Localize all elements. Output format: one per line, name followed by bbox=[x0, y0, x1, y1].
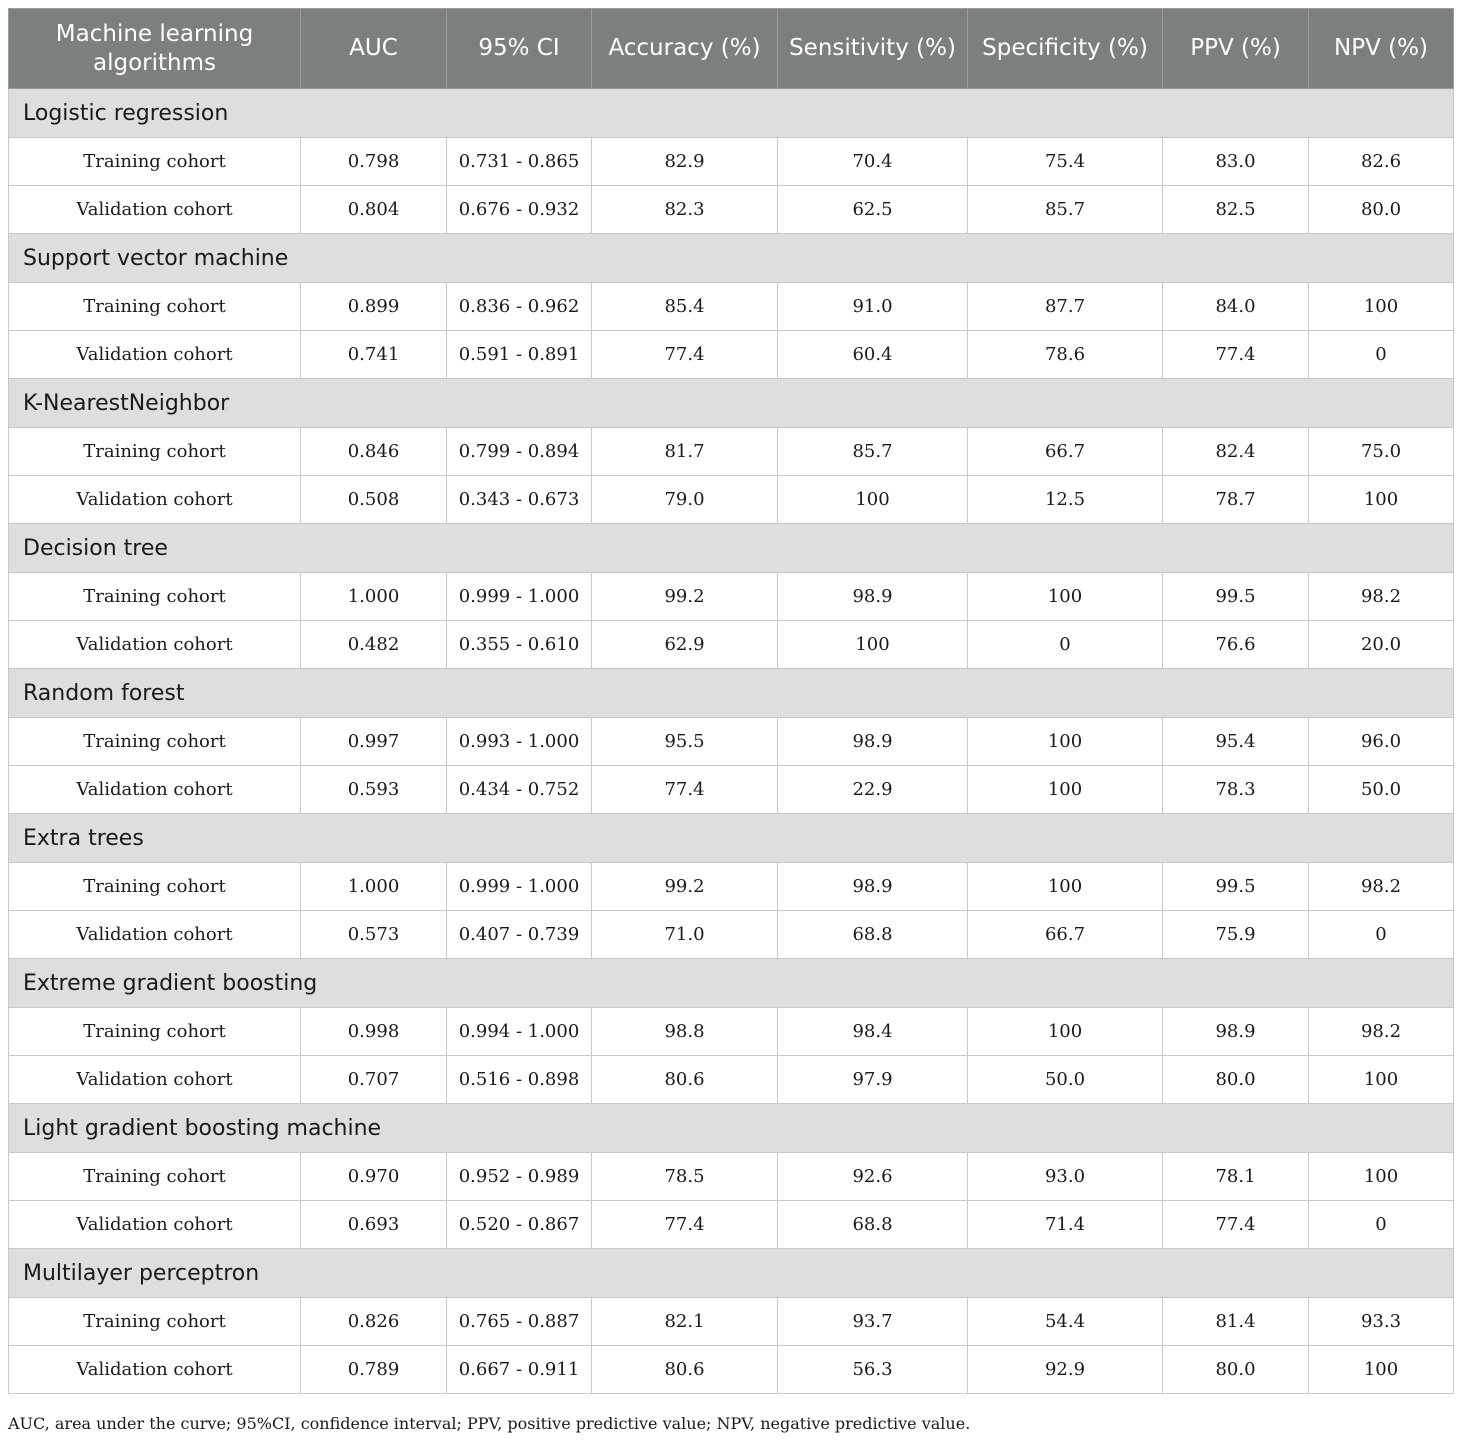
cell-ci: 0.407 - 0.739 bbox=[447, 911, 592, 959]
cell-cohort: Training cohort bbox=[9, 1008, 301, 1056]
group-header-row bbox=[9, 959, 1454, 1008]
cell-cohort: Validation cohort bbox=[9, 1056, 301, 1104]
cell-cohort: Training cohort bbox=[9, 428, 301, 476]
cell-npv: 100 bbox=[1309, 283, 1454, 331]
cell-ppv: 84.0 bbox=[1163, 283, 1309, 331]
cell-cohort: Training cohort bbox=[9, 573, 301, 621]
table-row bbox=[9, 766, 1454, 814]
cell-accuracy: 81.7 bbox=[592, 428, 778, 476]
cell-npv: 93.3 bbox=[1309, 1298, 1454, 1346]
header-row bbox=[9, 9, 1454, 89]
cell-cohort: Validation cohort bbox=[9, 476, 301, 524]
cell-npv: 0 bbox=[1309, 331, 1454, 379]
table-row bbox=[9, 911, 1454, 959]
cell-auc: 0.693 bbox=[301, 1201, 447, 1249]
cell-sensitivity: 93.7 bbox=[778, 1298, 968, 1346]
cell-auc: 0.707 bbox=[301, 1056, 447, 1104]
cell-auc: 0.826 bbox=[301, 1298, 447, 1346]
table-row bbox=[9, 621, 1454, 669]
header-cell-ci: 95% CI bbox=[447, 9, 592, 89]
cell-sensitivity: 62.5 bbox=[778, 186, 968, 234]
cell-cohort: Validation cohort bbox=[9, 766, 301, 814]
results-table-container bbox=[8, 8, 1453, 1394]
cell-npv: 98.2 bbox=[1309, 573, 1454, 621]
header-cell-npv: NPV (%) bbox=[1309, 9, 1454, 89]
cell-specificity: 12.5 bbox=[968, 476, 1163, 524]
cell-npv: 98.2 bbox=[1309, 1008, 1454, 1056]
cell-auc: 0.789 bbox=[301, 1346, 447, 1394]
cell-sensitivity: 68.8 bbox=[778, 911, 968, 959]
cell-ci: 0.591 - 0.891 bbox=[447, 331, 592, 379]
table-row bbox=[9, 718, 1454, 766]
cell-accuracy: 79.0 bbox=[592, 476, 778, 524]
cell-sensitivity: 100 bbox=[778, 476, 968, 524]
cell-ppv: 77.4 bbox=[1163, 331, 1309, 379]
cell-auc: 0.741 bbox=[301, 331, 447, 379]
cell-accuracy: 77.4 bbox=[592, 1201, 778, 1249]
group-label: Logistic regression bbox=[9, 89, 1454, 138]
cell-sensitivity: 56.3 bbox=[778, 1346, 968, 1394]
cell-accuracy: 80.6 bbox=[592, 1056, 778, 1104]
cell-npv: 96.0 bbox=[1309, 718, 1454, 766]
cell-ci: 0.993 - 1.000 bbox=[447, 718, 592, 766]
cell-specificity: 78.6 bbox=[968, 331, 1163, 379]
cell-accuracy: 78.5 bbox=[592, 1153, 778, 1201]
table-row bbox=[9, 331, 1454, 379]
group-header-row bbox=[9, 669, 1454, 718]
cell-specificity: 54.4 bbox=[968, 1298, 1163, 1346]
group-label: Light gradient boosting machine bbox=[9, 1104, 1454, 1153]
cell-npv: 82.6 bbox=[1309, 138, 1454, 186]
group-label: Extreme gradient boosting bbox=[9, 959, 1454, 1008]
cell-npv: 98.2 bbox=[1309, 863, 1454, 911]
cell-specificity: 75.4 bbox=[968, 138, 1163, 186]
cell-auc: 0.508 bbox=[301, 476, 447, 524]
cell-cohort: Validation cohort bbox=[9, 186, 301, 234]
cell-specificity: 100 bbox=[968, 718, 1163, 766]
cell-ppv: 75.9 bbox=[1163, 911, 1309, 959]
cell-ci: 0.667 - 0.911 bbox=[447, 1346, 592, 1394]
cell-ci: 0.765 - 0.887 bbox=[447, 1298, 592, 1346]
cell-sensitivity: 98.9 bbox=[778, 718, 968, 766]
group-label: Decision tree bbox=[9, 524, 1454, 573]
cell-ppv: 76.6 bbox=[1163, 621, 1309, 669]
group-label: Support vector machine bbox=[9, 234, 1454, 283]
cell-auc: 0.798 bbox=[301, 138, 447, 186]
cell-specificity: 100 bbox=[968, 1008, 1163, 1056]
table-row bbox=[9, 283, 1454, 331]
results-table bbox=[8, 8, 1454, 1394]
cell-sensitivity: 22.9 bbox=[778, 766, 968, 814]
group-label: Extra trees bbox=[9, 814, 1454, 863]
cell-auc: 0.997 bbox=[301, 718, 447, 766]
cell-auc: 0.482 bbox=[301, 621, 447, 669]
cell-auc: 0.804 bbox=[301, 186, 447, 234]
group-header-row bbox=[9, 524, 1454, 573]
cell-cohort: Training cohort bbox=[9, 138, 301, 186]
cell-ci: 0.343 - 0.673 bbox=[447, 476, 592, 524]
header-cell-specificity: Specificity (%) bbox=[968, 9, 1163, 89]
header-cell-sensitivity: Sensitivity (%) bbox=[778, 9, 968, 89]
cell-specificity: 66.7 bbox=[968, 911, 1163, 959]
table-row bbox=[9, 476, 1454, 524]
cell-specificity: 93.0 bbox=[968, 1153, 1163, 1201]
cell-ci: 0.799 - 0.894 bbox=[447, 428, 592, 476]
group-header-row bbox=[9, 234, 1454, 283]
cell-cohort: Training cohort bbox=[9, 863, 301, 911]
cell-ppv: 83.0 bbox=[1163, 138, 1309, 186]
cell-npv: 75.0 bbox=[1309, 428, 1454, 476]
cell-ppv: 78.1 bbox=[1163, 1153, 1309, 1201]
cell-accuracy: 77.4 bbox=[592, 766, 778, 814]
cell-specificity: 71.4 bbox=[968, 1201, 1163, 1249]
cell-ppv: 82.5 bbox=[1163, 186, 1309, 234]
cell-accuracy: 82.1 bbox=[592, 1298, 778, 1346]
cell-ppv: 82.4 bbox=[1163, 428, 1309, 476]
group-label: Multilayer perceptron bbox=[9, 1249, 1454, 1298]
cell-cohort: Training cohort bbox=[9, 1153, 301, 1201]
cell-npv: 100 bbox=[1309, 1153, 1454, 1201]
cell-ci: 0.355 - 0.610 bbox=[447, 621, 592, 669]
cell-sensitivity: 98.4 bbox=[778, 1008, 968, 1056]
header-cell-accuracy: Accuracy (%) bbox=[592, 9, 778, 89]
cell-cohort: Validation cohort bbox=[9, 621, 301, 669]
cell-ci: 0.999 - 1.000 bbox=[447, 573, 592, 621]
cell-npv: 100 bbox=[1309, 1346, 1454, 1394]
cell-auc: 0.998 bbox=[301, 1008, 447, 1056]
cell-ci: 0.999 - 1.000 bbox=[447, 863, 592, 911]
cell-npv: 100 bbox=[1309, 476, 1454, 524]
group-header-row bbox=[9, 1249, 1454, 1298]
cell-accuracy: 85.4 bbox=[592, 283, 778, 331]
table-row bbox=[9, 138, 1454, 186]
group-header-row bbox=[9, 814, 1454, 863]
header-cell-algorithm: Machine learning algorithms bbox=[9, 9, 301, 89]
cell-ci: 0.836 - 0.962 bbox=[447, 283, 592, 331]
cell-cohort: Validation cohort bbox=[9, 1346, 301, 1394]
cell-auc: 0.593 bbox=[301, 766, 447, 814]
cell-ci: 0.676 - 0.932 bbox=[447, 186, 592, 234]
cell-npv: 50.0 bbox=[1309, 766, 1454, 814]
cell-ci: 0.516 - 0.898 bbox=[447, 1056, 592, 1104]
cell-sensitivity: 91.0 bbox=[778, 283, 968, 331]
cell-npv: 20.0 bbox=[1309, 621, 1454, 669]
header-cell-ppv: PPV (%) bbox=[1163, 9, 1309, 89]
cell-accuracy: 77.4 bbox=[592, 331, 778, 379]
table-row bbox=[9, 573, 1454, 621]
table-row bbox=[9, 863, 1454, 911]
cell-specificity: 100 bbox=[968, 766, 1163, 814]
group-header-row bbox=[9, 379, 1454, 428]
cell-npv: 0 bbox=[1309, 911, 1454, 959]
cell-accuracy: 95.5 bbox=[592, 718, 778, 766]
cell-cohort: Training cohort bbox=[9, 1298, 301, 1346]
cell-cohort: Training cohort bbox=[9, 283, 301, 331]
cell-sensitivity: 85.7 bbox=[778, 428, 968, 476]
table-row bbox=[9, 1298, 1454, 1346]
cell-auc: 0.899 bbox=[301, 283, 447, 331]
table-row bbox=[9, 1056, 1454, 1104]
cell-ppv: 78.7 bbox=[1163, 476, 1309, 524]
cell-sensitivity: 70.4 bbox=[778, 138, 968, 186]
cell-ci: 0.434 - 0.752 bbox=[447, 766, 592, 814]
table-row bbox=[9, 428, 1454, 476]
cell-ppv: 80.0 bbox=[1163, 1346, 1309, 1394]
cell-npv: 80.0 bbox=[1309, 186, 1454, 234]
cell-specificity: 87.7 bbox=[968, 283, 1163, 331]
table-row bbox=[9, 186, 1454, 234]
cell-ppv: 99.5 bbox=[1163, 863, 1309, 911]
cell-sensitivity: 100 bbox=[778, 621, 968, 669]
cell-auc: 1.000 bbox=[301, 573, 447, 621]
table-footnote: AUC, area under the curve; 95%CI, confidence interval; PPV, positive predictive value; NPV, negative predictive value. bbox=[8, 1414, 971, 1433]
cell-specificity: 92.9 bbox=[968, 1346, 1163, 1394]
cell-ci: 0.994 - 1.000 bbox=[447, 1008, 592, 1056]
cell-sensitivity: 98.9 bbox=[778, 863, 968, 911]
cell-npv: 100 bbox=[1309, 1056, 1454, 1104]
cell-auc: 0.573 bbox=[301, 911, 447, 959]
cell-specificity: 100 bbox=[968, 863, 1163, 911]
cell-auc: 1.000 bbox=[301, 863, 447, 911]
table-row bbox=[9, 1201, 1454, 1249]
cell-ci: 0.731 - 0.865 bbox=[447, 138, 592, 186]
cell-accuracy: 98.8 bbox=[592, 1008, 778, 1056]
group-header-row bbox=[9, 1104, 1454, 1153]
cell-sensitivity: 98.9 bbox=[778, 573, 968, 621]
group-header-row bbox=[9, 89, 1454, 138]
cell-accuracy: 71.0 bbox=[592, 911, 778, 959]
cell-sensitivity: 92.6 bbox=[778, 1153, 968, 1201]
cell-accuracy: 99.2 bbox=[592, 573, 778, 621]
cell-ppv: 95.4 bbox=[1163, 718, 1309, 766]
cell-ppv: 78.3 bbox=[1163, 766, 1309, 814]
cell-specificity: 85.7 bbox=[968, 186, 1163, 234]
cell-specificity: 0 bbox=[968, 621, 1163, 669]
cell-accuracy: 99.2 bbox=[592, 863, 778, 911]
group-label: Random forest bbox=[9, 669, 1454, 718]
header-cell-auc: AUC bbox=[301, 9, 447, 89]
cell-auc: 0.970 bbox=[301, 1153, 447, 1201]
cell-ppv: 77.4 bbox=[1163, 1201, 1309, 1249]
cell-auc: 0.846 bbox=[301, 428, 447, 476]
cell-ppv: 98.9 bbox=[1163, 1008, 1309, 1056]
group-label: K-NearestNeighbor bbox=[9, 379, 1454, 428]
cell-specificity: 66.7 bbox=[968, 428, 1163, 476]
cell-ci: 0.520 - 0.867 bbox=[447, 1201, 592, 1249]
cell-cohort: Validation cohort bbox=[9, 911, 301, 959]
cell-ppv: 99.5 bbox=[1163, 573, 1309, 621]
cell-ci: 0.952 - 0.989 bbox=[447, 1153, 592, 1201]
cell-cohort: Training cohort bbox=[9, 718, 301, 766]
cell-ppv: 81.4 bbox=[1163, 1298, 1309, 1346]
cell-cohort: Validation cohort bbox=[9, 1201, 301, 1249]
cell-sensitivity: 60.4 bbox=[778, 331, 968, 379]
cell-accuracy: 80.6 bbox=[592, 1346, 778, 1394]
cell-specificity: 100 bbox=[968, 573, 1163, 621]
table-row bbox=[9, 1153, 1454, 1201]
cell-accuracy: 62.9 bbox=[592, 621, 778, 669]
cell-specificity: 50.0 bbox=[968, 1056, 1163, 1104]
cell-sensitivity: 68.8 bbox=[778, 1201, 968, 1249]
table-row bbox=[9, 1346, 1454, 1394]
cell-cohort: Validation cohort bbox=[9, 331, 301, 379]
cell-sensitivity: 97.9 bbox=[778, 1056, 968, 1104]
cell-accuracy: 82.3 bbox=[592, 186, 778, 234]
table-row bbox=[9, 1008, 1454, 1056]
cell-accuracy: 82.9 bbox=[592, 138, 778, 186]
table-body bbox=[9, 89, 1454, 1394]
cell-npv: 0 bbox=[1309, 1201, 1454, 1249]
cell-ppv: 80.0 bbox=[1163, 1056, 1309, 1104]
